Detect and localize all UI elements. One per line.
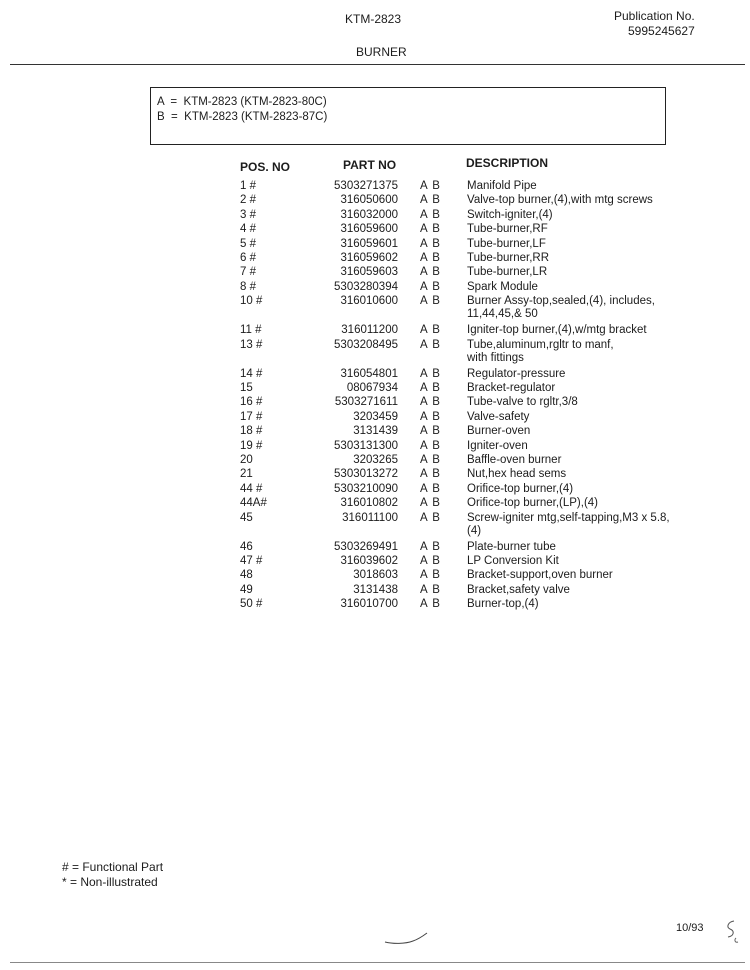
table-row (0, 468, 750, 481)
table-row (0, 223, 750, 236)
row-pos-number: 6 # (240, 252, 256, 264)
row-pos-number: 50 # (240, 598, 263, 611)
row-description: Tube-burner,LR (467, 266, 548, 279)
table-row (0, 295, 750, 321)
row-part-number: 5303280394 (334, 280, 398, 293)
row-part-number: 5303210090 (334, 482, 398, 495)
table-row (0, 238, 750, 251)
publication-number: 5995245627 (628, 24, 695, 38)
table-row (0, 598, 750, 611)
table-row (0, 324, 750, 337)
row-description: LP Conversion Kit (467, 555, 559, 567)
row-pos-number: 11 # (240, 324, 262, 337)
row-pos-number: 47 # (240, 555, 263, 567)
table-row (0, 209, 750, 222)
row-pos-number: 3 # (240, 208, 256, 221)
row-pos-number: 2 # (240, 194, 256, 207)
row-pos-number: 4 # (240, 223, 256, 236)
row-part-number: 316010802 (340, 497, 398, 510)
table-row (0, 338, 750, 364)
row-pos-number: 44A# (240, 497, 267, 510)
row-models: A B (420, 468, 441, 481)
row-pos-number: 17 # (240, 410, 263, 423)
row-description: Bracket,safety valve (467, 583, 570, 596)
row-part-number: 316032000 (340, 208, 398, 221)
row-part-number: 5303271375 (334, 180, 398, 192)
row-pos-number: 48 (240, 569, 253, 582)
row-pos-number: 8 # (240, 280, 256, 293)
row-description: Screw-igniter mtg,self-tapping,M3 x 5.8, (467, 511, 670, 524)
column-header-description: DESCRIPTION (466, 156, 549, 170)
row-description: Burner-oven (467, 425, 531, 438)
row-part-number: 5303013272 (334, 468, 398, 481)
row-description: Spark Module (467, 280, 538, 293)
row-pos-number: 46 (240, 540, 253, 553)
row-part-number: 316011100 (342, 511, 398, 524)
table-row (0, 425, 750, 438)
row-description: Burner-top,(4) (467, 598, 539, 611)
row-part-number: 316059601 (340, 237, 398, 250)
row-pos-number: 45 (240, 511, 253, 524)
table-row (0, 497, 750, 510)
table-row (0, 555, 750, 568)
row-part-number: 316054801 (340, 367, 398, 380)
row-pos-number: 16 # (240, 396, 263, 409)
row-part-number: 3131438 (353, 583, 398, 596)
row-models: A B (420, 237, 441, 250)
row-pos-number: 15 (240, 382, 253, 394)
row-pos-number: 19 # (240, 439, 263, 452)
scribble-mark (383, 930, 431, 946)
row-description: Tube-burner,LF (467, 237, 546, 250)
table-row (0, 483, 750, 496)
row-pos-number: 5 # (240, 237, 256, 250)
row-models: A B (420, 540, 441, 553)
row-part-number: 316010600 (340, 295, 398, 308)
row-description: Igniter-oven (467, 439, 528, 452)
row-pos-number: 21 (240, 468, 253, 481)
row-description: Nut,hex head sems (467, 468, 567, 481)
row-description: Valve-top burner,(4),with mtg screws (467, 194, 653, 207)
row-models: A B (420, 410, 441, 423)
row-pos-number: 44 # (240, 482, 263, 495)
row-models: A B (420, 194, 441, 207)
row-pos-number: 49 (240, 583, 253, 596)
header-divider (10, 64, 745, 65)
publication-label: Publication No. (614, 9, 695, 23)
row-models: A B (420, 497, 441, 510)
footer-divider (10, 962, 745, 963)
row-models: A B (420, 569, 441, 582)
row-description: Orifice-top burner,(LP),(4) (467, 497, 599, 510)
row-part-number: 5303208495 (334, 338, 398, 351)
row-models: A B (420, 555, 441, 567)
row-description: Valve-safety (467, 410, 530, 423)
row-models: A B (420, 454, 441, 466)
row-pos-number: 7 # (240, 266, 256, 279)
row-models: A B (420, 598, 441, 611)
footnote-non-illustrated: * = Non-illustrated (62, 875, 158, 889)
date-code: 10/93 (676, 922, 704, 934)
model-title: KTM-2823 (345, 12, 402, 26)
table-row (0, 180, 750, 193)
row-description-continued: with fittings (467, 351, 524, 364)
row-part-number: 3131439 (353, 425, 398, 438)
legend-model-b: B = KTM-2823 (KTM-2823-87C) (157, 111, 328, 123)
row-models: A B (420, 482, 441, 495)
row-part-number: 316059603 (340, 266, 398, 279)
row-models: A B (420, 266, 441, 279)
section-title: BURNER (356, 45, 407, 59)
row-part-number: 316059602 (340, 252, 398, 264)
row-description: Switch-igniter,(4) (467, 208, 553, 221)
row-description: Bracket-support,oven burner (467, 569, 613, 582)
column-header-pos: POS. NO (240, 160, 291, 174)
row-pos-number: 20 (240, 454, 253, 466)
row-models: A B (420, 295, 441, 308)
row-part-number: 5303271611 (334, 396, 398, 409)
row-description: Plate-burner tube (467, 540, 556, 553)
row-description-continued: (4) (467, 524, 482, 537)
row-part-number: 316050600 (340, 194, 398, 207)
row-pos-number: 10 # (240, 295, 263, 308)
footnote-functional: # = Functional Part (62, 860, 164, 874)
table-row (0, 281, 750, 294)
table-row (0, 411, 750, 424)
row-description: Tube-burner,RF (467, 223, 548, 236)
table-row (0, 440, 750, 453)
legend-model-a: A = KTM-2823 (KTM-2823-80C) (157, 96, 327, 108)
row-pos-number: 1 # (240, 180, 256, 192)
row-description: Regulator-pressure (467, 367, 566, 380)
row-pos-number: 18 # (240, 425, 263, 438)
row-models: A B (420, 324, 441, 337)
table-row (0, 454, 750, 467)
row-description: Tube-valve to rgltr,3/8 (467, 396, 578, 409)
row-pos-number: 13 # (240, 338, 263, 351)
row-description: Burner Assy-top,sealed,(4), includes, (467, 295, 655, 308)
row-models: A B (420, 223, 441, 236)
row-part-number: 3203265 (353, 454, 398, 466)
row-models: A B (420, 252, 441, 264)
row-part-number: 316039602 (340, 555, 398, 567)
row-description: Bracket-regulator (467, 382, 556, 394)
row-models: A B (420, 511, 441, 524)
table-row (0, 266, 750, 279)
table-row (0, 396, 750, 409)
row-models: A B (420, 583, 441, 596)
row-description: Orifice-top burner,(4) (467, 482, 574, 495)
model-legend-box (150, 87, 666, 145)
row-part-number: 3203459 (353, 410, 398, 423)
row-part-number: 316011200 (341, 324, 398, 337)
row-models: A B (420, 338, 441, 351)
row-description: Tube,aluminum,rgltr to manf, (467, 338, 614, 351)
row-models: A B (420, 382, 441, 394)
table-row (0, 382, 750, 395)
row-description-continued: 11,44,45,& 50 (467, 308, 538, 321)
row-part-number: 5303269491 (334, 540, 398, 553)
row-models: A B (420, 396, 441, 409)
row-models: A B (420, 425, 441, 438)
row-description: Igniter-top burner,(4),w/mtg bracket (467, 324, 647, 337)
table-row (0, 569, 750, 582)
row-description: Manifold Pipe (467, 180, 537, 192)
table-row (0, 368, 750, 381)
table-row (0, 511, 750, 537)
row-models: A B (420, 208, 441, 221)
row-part-number: 316010700 (340, 598, 398, 611)
handwritten-page-mark (720, 918, 744, 948)
row-pos-number: 14 # (240, 367, 263, 380)
row-part-number: 08067934 (346, 382, 398, 394)
table-row (0, 194, 750, 207)
row-models: A B (420, 439, 441, 452)
table-row (0, 541, 750, 554)
row-models: A B (420, 280, 441, 293)
row-part-number: 3018603 (353, 569, 398, 582)
table-row (0, 252, 750, 265)
row-part-number: 5303131300 (334, 439, 398, 452)
row-models: A B (420, 367, 441, 380)
row-description: Tube-burner,RR (467, 252, 550, 264)
row-part-number: 316059600 (340, 223, 398, 236)
column-header-part: PART NO (343, 158, 397, 172)
table-row (0, 584, 750, 597)
row-models: A B (420, 180, 441, 192)
row-description: Baffle-oven burner (467, 454, 562, 466)
